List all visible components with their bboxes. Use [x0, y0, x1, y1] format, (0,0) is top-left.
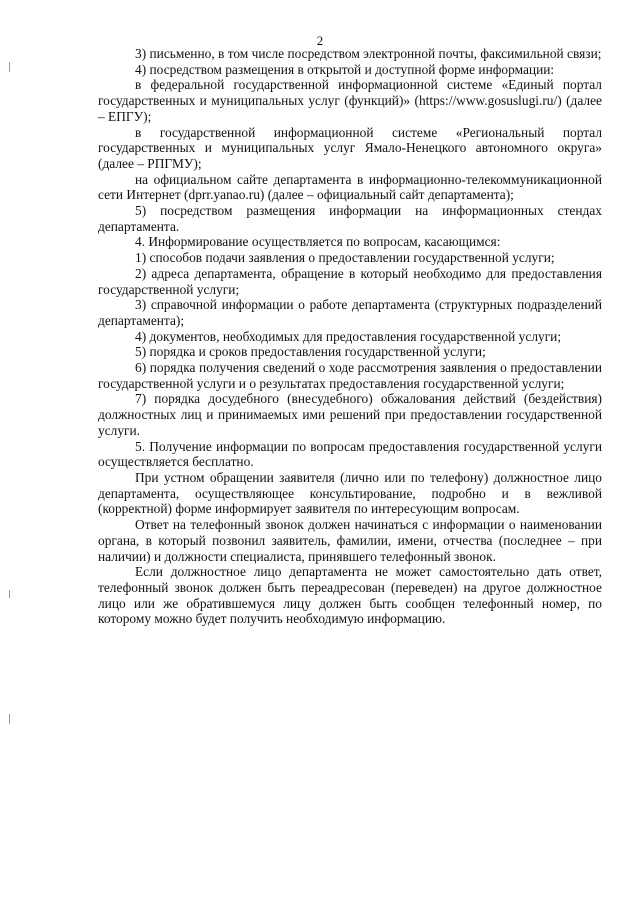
paragraph: 7) порядка досудебного (внесудебного) обжалования действий (бездействия) должностных лиц и принимаемых ими решений при предоставлении государственной услуги. [98, 391, 602, 438]
paragraph: 3) справочной информации о работе департамента (структурных подразделений департамента); [98, 297, 602, 328]
paragraph: При устном обращении заявителя (лично или по телефону) должностное лицо департамента, осуществляющее консультирование, подробно и в вежливой (корректной) форме информирует заявителя по интересующим вопросам. [98, 469, 602, 517]
scan-margin-mark [9, 62, 10, 72]
paragraph: 4) посредством размещения в открытой и доступной форме информации: [135, 61, 555, 77]
paragraph: Ответ на телефонный звонок должен начинаться с информации о наименовании органа, в который позвонил заявитель, фамилии, имени, отчества (последнее – при наличии) и должности специалиста, принявшего телефонный звонок. [98, 517, 602, 564]
scan-margin-mark [9, 590, 10, 598]
paragraph: 4) документов, необходимых для предоставления государственной услуги; [135, 328, 562, 344]
paragraph: Если должностное лицо департамента не может самостоятельно дать ответ, телефонный звонок должен быть переадресован (переведен) на другое должностное лицо или же обратившемуся лицу должен быть сообщен телефонный номер, по которому можно будет получить необходимую информацию. [98, 564, 602, 627]
paragraph: 3) письменно, в том числе посредством электронной почты, факсимильной связи; [135, 46, 602, 61]
paragraph: 6) порядка получения сведений о ходе рассмотрения заявления о предоставлении государственной услуги и о результатах предоставления государственной услуги; [98, 360, 602, 391]
paragraph: 5. Получение информации по вопросам предоставления государственной услуги осуществляется бесплатно. [98, 438, 602, 470]
scan-margin-mark [9, 714, 10, 724]
paragraph: 4. Информирование осуществляется по вопросам, касающимся: [135, 234, 501, 250]
paragraph: 5) порядка и сроков предоставления государственной услуги; [135, 344, 486, 360]
paragraph: 2) адреса департамента, обращение в который необходимо для предоставления государственной услуги; [98, 265, 602, 297]
paragraph: 1) способов подачи заявления о предоставлении государственной услуги; [135, 250, 555, 266]
paragraph: в федеральной государственной информационной системе «Единый портал государственных и муниципальных услуг (функций)» (https://www.gosuslugi.ru/) (далее – ЕПГУ); [98, 77, 602, 124]
page-number: 2 [316, 33, 324, 48]
paragraph: на официальном сайте департамента в информационно-телекоммуникационной сети Интернет (dprr.yanao.ru) (далее – официальный сайт департамента); [98, 171, 602, 203]
document-body [98, 46, 602, 627]
paragraph: в государственной информационной системе «Региональный портал государственных и муниципальных услуг Ямало-Ненецкого автономного округа» (далее – РПГМУ); [98, 124, 602, 171]
paragraph: 5) посредством размещения информации на информационных стендах департамента. [98, 203, 602, 234]
